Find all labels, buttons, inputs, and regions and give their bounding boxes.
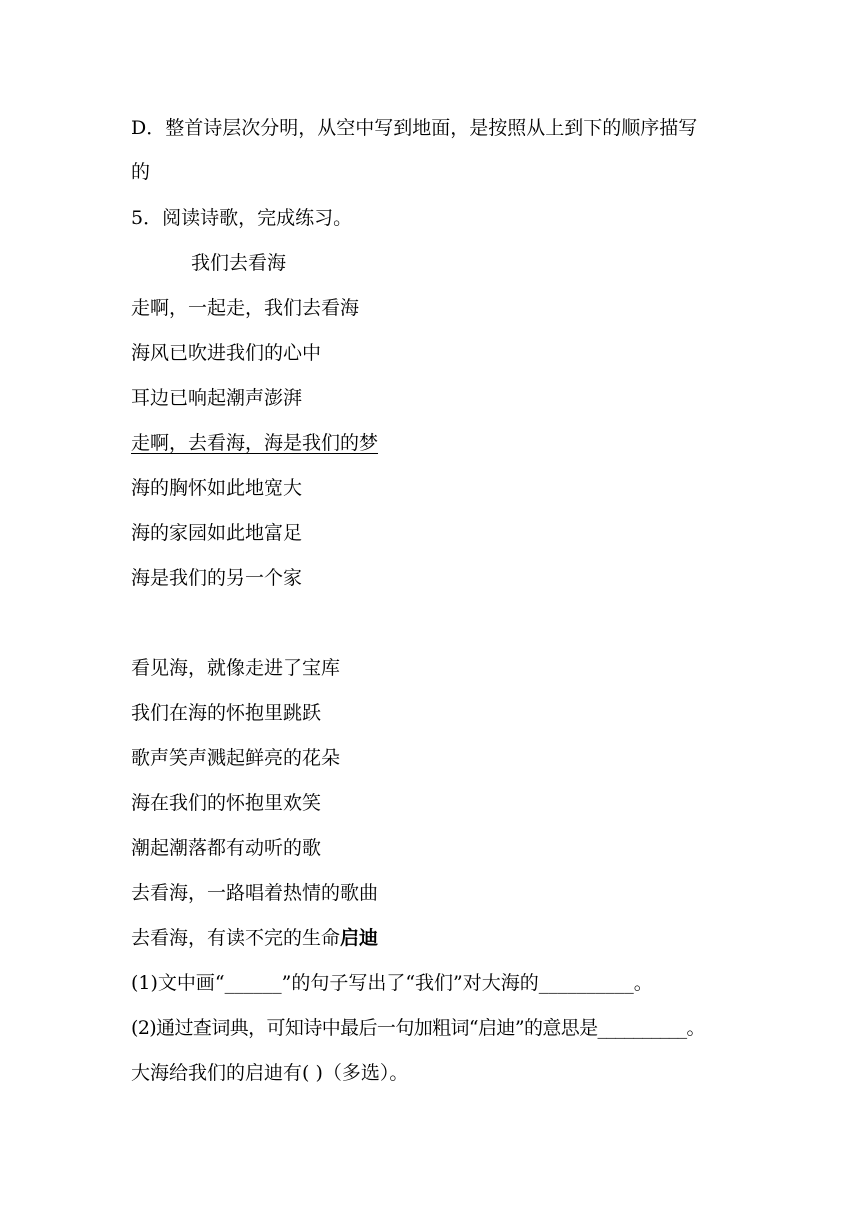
poem-last-line-prefix: 去看海，有读不完的生命 [131, 927, 341, 949]
question-1: (1)文中画“______”的句子写出了“我们”对大海的__________。 [131, 972, 653, 994]
poem-line: 去看海，一路唱着热情的歌曲 [131, 882, 379, 904]
poem-line: 耳边已响起潮声澎湃 [131, 387, 303, 409]
poem-line: 海的家园如此地富足 [131, 522, 303, 544]
poem-last-line [131, 926, 378, 950]
poem-line: 海风已吹进我们的心中 [131, 342, 322, 364]
option-d-line2: 的 [131, 161, 151, 183]
bold-word-qidi: 启迪 [340, 927, 379, 949]
question-3: 大海给我们的启迪有( )（多选）。 [131, 1062, 409, 1084]
poem-title: 我们去看海 [191, 252, 287, 274]
question-2: (2)通过查词典，可知诗中最后一句加粗词“启迪”的意思是__________。 [131, 1017, 705, 1039]
poem-line: 歌声笑声溅起鲜亮的花朵 [131, 747, 341, 769]
poem-line: 海在我们的怀抱里欢笑 [131, 792, 322, 814]
poem-line: 看见海，就像走进了宝库 [131, 657, 341, 679]
poem-line: 海是我们的另一个家 [131, 567, 303, 589]
question5-prompt: 5．阅读诗歌，完成练习。 [131, 207, 353, 229]
poem-line: 海的胸怀如此地宽大 [131, 477, 303, 499]
option-d-line1: D．整首诗层次分明，从空中写到地面，是按照从上到下的顺序描写 [131, 117, 698, 139]
poem-line: 走啊，一起走，我们去看海 [131, 297, 360, 319]
poem-line: 潮起潮落都有动听的歌 [131, 837, 322, 859]
poem-line-underlined: 走啊，去看海，海是我们的梦 [131, 432, 379, 454]
poem-line: 我们在海的怀抱里跳跃 [131, 702, 322, 724]
